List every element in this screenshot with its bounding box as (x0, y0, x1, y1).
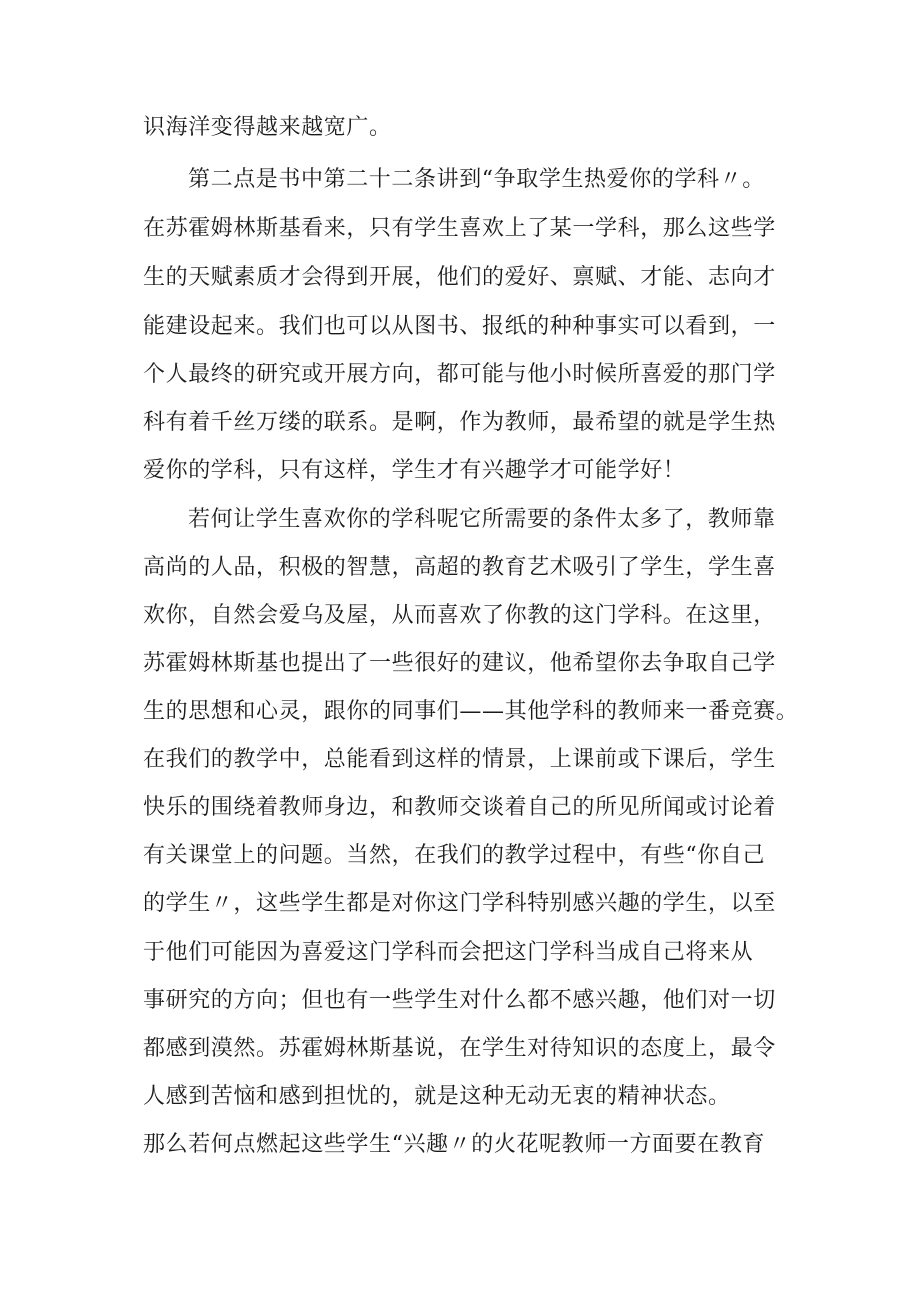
text-line: 生的天赋素质才会得到开展，他们的爱好、禀赋、才能、志向才 (143, 265, 776, 290)
text-line: 在苏霍姆林斯基看来，只有学生喜欢上了某一学科，那么这些学 (143, 216, 776, 241)
text-line: 识海洋变得越来越宽广。 (143, 115, 392, 140)
text-line: 都感到漠然。苏霍姆林斯基说，在学生对待知识的态度上，最令 (143, 1036, 776, 1061)
text-line: 生的思想和心灵，跟你的同事们——其他学科的教师来一番竞赛。 (143, 699, 799, 724)
paragraph-first-line: 第二点是书中第二十二条讲到“争取学生热爱你的学科〃。 (188, 167, 765, 192)
text-line: 的学生〃，这些学生都是对你这门学科特别感兴趣的学生，以至 (143, 891, 776, 916)
text-line: 人感到苦恼和感到担忧的，就是这种无动无衷的精神状态。 (143, 1084, 731, 1109)
text-line: 苏霍姆林斯基也提出了一些很好的建议，他希望你去争取自己学 (143, 651, 776, 676)
paragraph-first-line: 若何让学生喜欢你的学科呢它所需要的条件太多了，教师靠 (188, 507, 776, 532)
text-line: 在我们的教学中，总能看到这样的情景，上课前或下课后，学生 (143, 747, 776, 772)
text-line: 高尚的人品，积极的智慧，高超的教育艺术吸引了学生，学生喜 (143, 555, 776, 580)
text-line: 那么若何点燃起这些学生“兴趣〃的火花呢教师一方面要在教育 (143, 1132, 766, 1157)
text-line: 科有着千丝万缕的联系。是啊，作为教师，最希望的就是学生热 (143, 410, 776, 435)
text-line: 有关课堂上的问题。当然，在我们的教学过程中，有些“你自己 (143, 843, 766, 868)
text-line: 于他们可能因为喜爱这门学科而会把这门学科当成自己将来从 (143, 940, 754, 965)
text-line: 事研究的方向；但也有一些学生对什么都不感兴趣，他们对一切 (143, 988, 776, 1013)
text-line: 欢你，自然会爱乌及屋，从而喜欢了你教的这门学科。在这里， (143, 603, 776, 628)
text-line: 能建设起来。我们也可以从图书、报纸的种种事实可以看到，一 (143, 314, 776, 339)
text-line: 个人最终的研究或开展方向，都可能与他小时候所喜爱的那门学 (143, 362, 776, 387)
text-line: 快乐的围绕着教师身边，和教师交谈着自己的所见所闻或讨论着 (143, 795, 776, 820)
text-line: 爱你的学科，只有这样，学生才有兴趣学才可能学好！ (143, 458, 686, 483)
